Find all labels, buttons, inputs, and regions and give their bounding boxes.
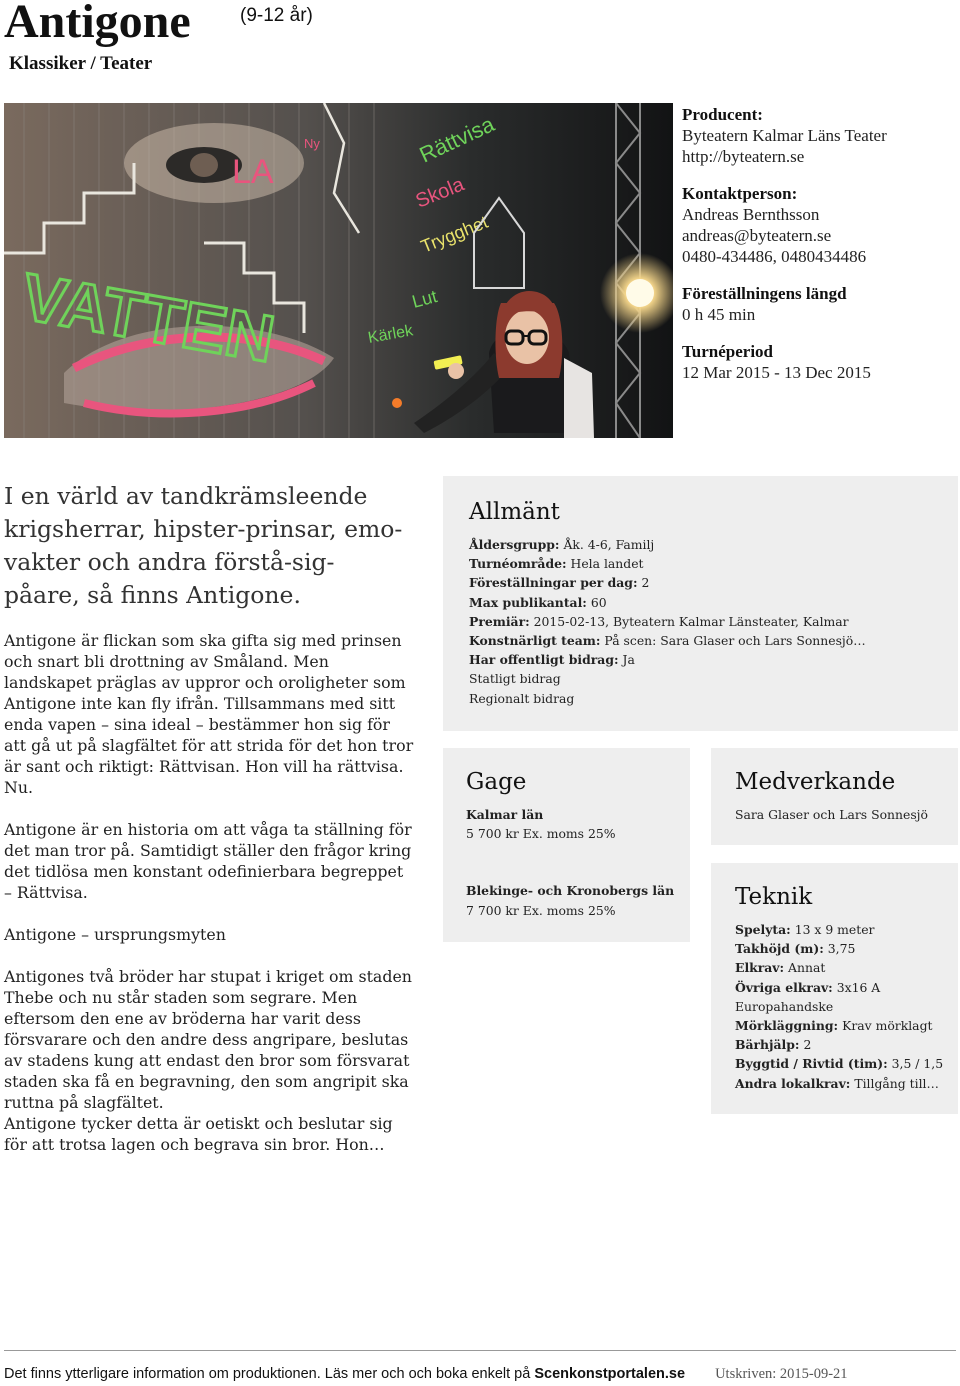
footer [4, 1366, 848, 1383]
general-heading: Allmänt [469, 499, 560, 525]
description-paragraph: Antigone är en historia om att våga ta ställning för det man tror på. Samtidigt ställer den frågor kring det tidlösa men konstant odefinierbara begreppet – Rättvisa. [4, 820, 412, 902]
description [4, 630, 414, 1176]
fee-heading: Gage [466, 769, 527, 795]
tour-area-row: Turnéområde: Hela landet [469, 556, 644, 572]
build-time-row: Byggtid / Rivtid (tim): 3,5 / 1,5 [735, 1056, 944, 1072]
contact-phone: 0480-434486, 0480434486 [682, 247, 867, 266]
max-audience-row: Max publikantal: 60 [469, 594, 607, 610]
wall-text-vatten: VATTEN [16, 258, 280, 376]
description-paragraph: Antigones två bröder har stupat i kriget om staden Thebe och nu står staden som segrare. Men eftersom den ene av bröderna har varit dess försvarare och den andre dess angripare, beslutas av stadens kung att endast den bror som försvarat staden ska få en begravning, den som angripit ska ruttna på slagfältet. [4, 967, 412, 1112]
tour-period-value: 12 Mar 2015 - 13 Dec 2015 [682, 363, 871, 382]
other-power-row-cont: Europahandske [735, 998, 834, 1014]
wall-text-trygghet: Trygghet [418, 211, 491, 257]
lead-text: I en värld av tandkrämsleende krigsherrar, hipster-prinsar, emo-vakter och andra förstå-sig-påare, så finns Antigone. [4, 482, 403, 609]
description-subheading: Antigone – ursprungsmyten [4, 925, 226, 944]
state-funding-row: Statligt bidrag [469, 671, 561, 687]
tour-period-label: Turnéperiod [682, 342, 774, 361]
age-group-row: Åldersgrupp: Åk. 4-6, Familj [469, 537, 655, 552]
category-label: Klassiker / Teater [9, 53, 153, 74]
public-funding-row: Har offentligt bidrag: Ja [469, 652, 635, 668]
regional-funding-row: Regionalt bidrag [469, 690, 575, 706]
footer-text: Det finns ytterligare information om produktionen. Läs mer och och boka enkelt på [4, 1366, 531, 1382]
fee-region: Kalmar län [466, 807, 544, 822]
performances-row: Föreställningar per dag: 2 [469, 575, 650, 591]
producer-label: Producent: [682, 105, 763, 124]
page-title: Antigone [4, 0, 191, 48]
general-box [443, 476, 958, 731]
contact-block [682, 183, 952, 267]
footer-divider [4, 1350, 956, 1351]
other-power-row: Övriga elkrav: 3x16 A [735, 979, 881, 995]
description-paragraph: Antigone tycker detta är oetiskt och beslutar sig för att trotsa lagen och begrava sin bror. Hon… [4, 1114, 393, 1154]
cast-box [711, 748, 958, 845]
producer-block [682, 104, 952, 167]
description-paragraph: Antigone är flickan som ska gifta sig med prinsen och snart bli drottning av Småland. Men landskapet präglas av uppror och oroligheter som Antigone inte kan fly ifrån. Tillsammans med sitt enda vapen – sina ideal – bestämmer hon sig för att gå ut på slagfältet för att strida för det hon tror är sant och riktigt: Rättvisan. Hon vill ha rättvisa. Nu. [4, 631, 414, 797]
age-range: (9-12 år) [240, 5, 313, 26]
duration-block [682, 283, 952, 325]
wall-text-rattvisa: Rättvisa [415, 111, 499, 168]
production-info [682, 104, 952, 399]
wall-text-karlek: Kärlek [366, 322, 415, 347]
producer-name: Byteatern Kalmar Läns Teater [682, 126, 887, 145]
technical-box [711, 863, 958, 1114]
contact-email[interactable]: andreas@byteatern.se [682, 226, 832, 245]
printed-date: Utskriven: 2015-09-21 [715, 1366, 848, 1382]
stage-area-row: Spelyta: 13 x 9 meter [735, 922, 875, 937]
fee-price: 7 700 kr Ex. moms 25% [466, 902, 616, 918]
ceiling-height-row: Takhöjd (m): 3,75 [735, 941, 856, 957]
tour-period-block [682, 341, 952, 383]
production-photo [4, 103, 673, 438]
contact-label: Kontaktperson: [682, 184, 798, 203]
wall-text-ny: Ny [304, 136, 320, 151]
fee-region: Blekinge- och Kronobergs län [466, 883, 675, 899]
power-row: Elkrav: Annat [735, 960, 826, 976]
premiere-row: Premiär: 2015-02-13, Byteatern Kalmar Länsteater, Kalmar [469, 613, 849, 629]
production-photo-illustration [4, 103, 673, 438]
wall-text-la: LA [232, 153, 274, 191]
fee-box [443, 748, 690, 942]
venue-requirements-row: Andra lokalkrav: Tillgång till… [735, 1075, 939, 1091]
fee-price: 5 700 kr Ex. moms 25% [466, 826, 616, 842]
duration-label: Föreställningens längd [682, 284, 847, 303]
artistic-team-row: Konstnärligt team: På scen: Sara Glaser och Lars Sonnesjö… [469, 633, 866, 649]
wall-text-lut: Lut [409, 286, 440, 312]
portal-link[interactable]: Scenkonstportalen.se [534, 1366, 686, 1382]
producer-url[interactable]: http://byteatern.se [682, 147, 805, 166]
wall-text-skola: Skola [412, 173, 468, 213]
duration-value: 0 h 45 min [682, 305, 756, 324]
cast-names: Sara Glaser och Lars Sonnesjö [735, 807, 928, 822]
technical-heading: Teknik [735, 884, 813, 910]
carry-help-row: Bärhjälp: 2 [735, 1037, 812, 1053]
blackout-row: Mörkläggning: Krav mörklagt [735, 1018, 933, 1034]
contact-name: Andreas Bernthsson [682, 205, 820, 224]
cast-heading: Medverkande [735, 769, 896, 795]
